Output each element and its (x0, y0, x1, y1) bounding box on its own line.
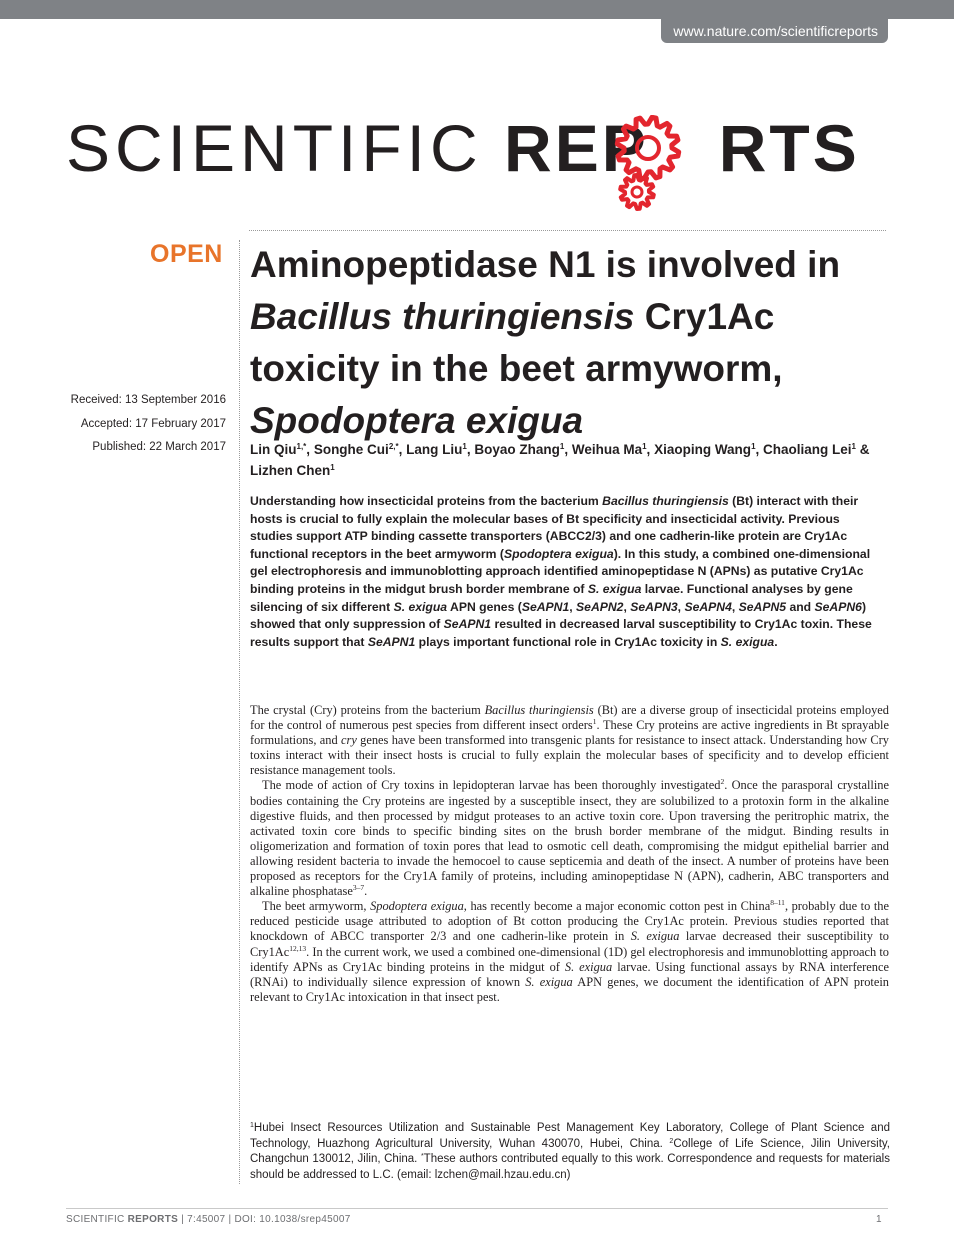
italic-text: Bacillus thuringiensis (484, 703, 594, 717)
margin-divider (239, 240, 240, 1184)
text-run: College of Life Science, Jilin University, Changchun 130012, Jilin, China. (250, 1137, 890, 1165)
superscript: 1 (592, 717, 597, 727)
author-affiliation-mark: 1 (462, 442, 467, 451)
superscript: 1 (250, 1122, 254, 1129)
author-name: Xiaoping Wang (654, 442, 752, 457)
text-run: plays important functional role in Cry1Ac toxicity in (415, 634, 721, 649)
author-name: Lizhen Chen (250, 463, 331, 478)
gear-hub-icon (632, 187, 642, 197)
text-run: ) showed that only suppression of (250, 599, 866, 632)
italic-text: SeAPN1 (443, 617, 492, 632)
author-separator: , (646, 442, 655, 457)
italic-text: S. exigua (720, 634, 775, 649)
text-run: , (569, 599, 577, 614)
body-text (250, 703, 889, 1005)
title-text: Cry1Ac toxicity in the beet armyworm, (250, 296, 783, 389)
footer-doi: | 7:45007 | DOI: 10.1038/srep45007 (178, 1214, 351, 1225)
open-access-label: OPEN (150, 240, 223, 268)
text-run: The beet armyworm, (262, 899, 371, 914)
masthead-scientific: SCIENTIFIC (66, 111, 483, 185)
text-run: , probably due to the reduced pesticide usage attributed to adoption of Bt cotton producing the Cry1Ac protein. Previous studies reported that knockdown of ABCC transporter 2/3 and one cadherin-like protein in (250, 899, 889, 944)
text-run: , has recently become a major economic cotton pest in China (463, 899, 771, 914)
author-separator: , (398, 442, 407, 457)
published-date: Published: 22 March 2017 (92, 441, 226, 453)
italic-text: Bacillus thuringiensis (602, 494, 729, 508)
italic-text: S. exigua (564, 959, 613, 974)
author-affiliation-mark: 1 (330, 463, 335, 472)
text-run: (Bt) are a diverse group of insecticidal proteins employed for the control of numerous pest species from different insect orders (250, 703, 890, 733)
author-affiliation-mark: 1 (642, 442, 647, 451)
small-gear-icon (620, 175, 654, 209)
text-run: . In the current work, we used a combined one-dimensional (1D) gel electrophoresis and immunoblotting approach to identify APNs as Cry1Ac binding proteins in the midgut of (250, 944, 889, 974)
italic-text: SeAPN1 (367, 634, 416, 649)
superscript: 8–11 (770, 898, 785, 908)
gear-logo-icon (611, 115, 686, 220)
header-divider (249, 230, 886, 231)
author-affiliation-mark: 1 (559, 442, 565, 451)
author-separator: , (466, 442, 475, 457)
journal-url[interactable]: www.nature.com/scientificreports (661, 19, 888, 43)
text-run: . Once the parasporal crystalline bodies containing the Cry proteins are ingested by a susceptible insect, they are solubilized to a protoxin form in the alkaline digestive fluids, and then processed by midgut proteases to an active toxin core. Upon traversing the peritrophic matrix, the activated toxin core binds to specific binding sites on the brush border membrane of the midgut. Binding results in oligomerization and formation of toxin pores that lead to osmotic cell death, compromising the midgut epithelial barrier and allowing resident bacteria to invade the hemocoel to cause septicemia and death of the insect. A number of proteins have been proposed as receptors for the Cry1A family of proteins, including aminopeptidase N (APN), cadherin, ABC transporters and alkaline phosphatase (250, 778, 889, 899)
text-run: . (774, 634, 778, 649)
title-italic: Bacillus thuringiensis (250, 296, 635, 337)
author-name: Boyao Zhang (474, 442, 560, 457)
article-title (250, 239, 890, 447)
text-run: The crystal (Cry) proteins from the bacterium (250, 703, 485, 717)
author-separator: , (306, 442, 314, 457)
italic-text: SeAPN4 (684, 599, 732, 614)
text-run: . These Cry proteins are active ingredients in Bt sprayable formulations, and (250, 718, 889, 748)
text-run: genes have been transformed into transgenic plants for resistance to insect attack. Understanding how Cry toxins interact with their insect hosts is crucial to fully explain the molecular bases of specificity and to develop efficient resistance management tools. (250, 733, 889, 778)
author-name: Lin Qiu (250, 442, 297, 457)
author-name: Weihua Ma (571, 442, 643, 457)
author-name: Songhe Cui (313, 442, 389, 457)
masthead-rts: RTS (718, 111, 860, 185)
italic-text: S. exigua (630, 929, 680, 944)
italic-text: SeAPN5 (738, 599, 787, 614)
text-run: Understanding how insecticidal proteins from the bacterium (250, 494, 603, 508)
top-bar (0, 0, 954, 19)
large-gear-icon (617, 117, 678, 178)
italic-text: S. exigua (393, 599, 448, 614)
text-run: larvae. Using functional assays by RNA interference (RNAi) to individually silence expression of known (250, 959, 889, 989)
superscript: * (420, 1153, 424, 1160)
title-italic: Spodoptera exigua (250, 400, 584, 441)
italic-text: S. exigua (525, 974, 573, 989)
body-paragraph (250, 899, 889, 1005)
accepted-date: Accepted: 17 February 2017 (80, 417, 226, 430)
body-paragraph (250, 778, 889, 899)
author-separator: , (755, 442, 764, 457)
author-list (250, 438, 890, 480)
text-run: resulted in decreased larval susceptibility to Cry1Ac toxin. These results support that (250, 617, 872, 649)
italic-text: cry (341, 733, 357, 748)
text-run: and (786, 599, 815, 614)
italic-text: SeAPN3 (630, 599, 678, 614)
italic-text: Spodoptera exigua (503, 546, 614, 561)
author-name: Lang Liu (406, 442, 463, 457)
text-run: These authors contributed equally to this work. Correspondence and requests for materials should be addressed to L.C. (email: lzchen@mail.hzau.edu.cn) (250, 1153, 890, 1181)
gear-hub-icon (637, 137, 659, 159)
italic-text: SeAPN6 (814, 599, 862, 614)
title-text: Aminopeptidase N1 is involved in (250, 244, 841, 285)
author-separator: & (856, 442, 870, 457)
journal-masthead (66, 108, 860, 188)
footer-journal-bold: REPORTS (127, 1214, 179, 1225)
author-separator: , (564, 442, 572, 457)
author-affiliation-mark: 1 (851, 442, 856, 451)
superscript: 2 (669, 1137, 674, 1145)
author-affiliation-mark: 1,* (296, 442, 307, 451)
footer-journal-light: SCIENTIFIC (66, 1214, 128, 1225)
author-affiliation-mark: 1 (751, 442, 756, 451)
text-run: , (677, 599, 685, 614)
text-run: . (364, 884, 368, 899)
text-run: , (731, 599, 739, 614)
text-run: APN genes, we document the identification of APN protein relevant to Cry1Ac intoxication in that insect pest. (250, 974, 890, 1004)
text-run: The mode of action of Cry toxins in lepidopteran larvae has been thoroughly investigated (262, 778, 721, 793)
footer-divider (66, 1208, 888, 1209)
affiliations (250, 1121, 890, 1183)
italic-text: Spodoptera exigua (370, 899, 464, 914)
article-dates (20, 389, 226, 460)
superscript: 12,13 (289, 943, 307, 953)
italic-text: S. exigua (587, 581, 642, 596)
italic-text: SeAPN2 (576, 599, 624, 614)
abstract (250, 493, 880, 651)
author-name: Chaoliang Lei (763, 442, 852, 457)
received-date: Received: 13 September 2016 (70, 394, 226, 406)
text-run: (Bt) interact with their hosts is crucial to fully explain the molecular bases of Bt specificity and insecticidal activity. Previous studies support ATP binding cassette transporters (ABCC2/3) and one cadherin-like protein are Cry1Ac functional receptors in the beet armyworm ( (250, 494, 859, 561)
text-run: ). In this study, a combined one-dimensional gel electrophoresis and immunoblotting approach identified aminopeptidase N (APNs) as putative Cry1Ac binding proteins in the midgut brush border membrane of (250, 546, 871, 596)
superscript: 3–7 (352, 883, 365, 893)
page-number: 1 (876, 1214, 882, 1225)
author-affiliation-mark: 2,* (388, 442, 399, 451)
italic-text: SeAPN1 (521, 599, 570, 614)
body-paragraph (250, 703, 889, 778)
text-run: larvae. Functional analyses by gene silencing of six different (250, 581, 853, 614)
footer-citation (66, 1214, 351, 1225)
text-run: Hubei Insect Resources Utilization and Sustainable Pest Management Key Laboratory, College of Plant Science and Technology, Huazhong Agricultural University, Wuhan 430070, Hubei, China. (250, 1122, 890, 1150)
masthead-rep: REP (504, 111, 649, 185)
text-run: , (623, 599, 631, 614)
text-run: APN genes ( (447, 599, 522, 614)
superscript: 2 (720, 777, 725, 787)
text-run: larvae decreased their susceptibility to Cry1Ac (250, 929, 889, 959)
